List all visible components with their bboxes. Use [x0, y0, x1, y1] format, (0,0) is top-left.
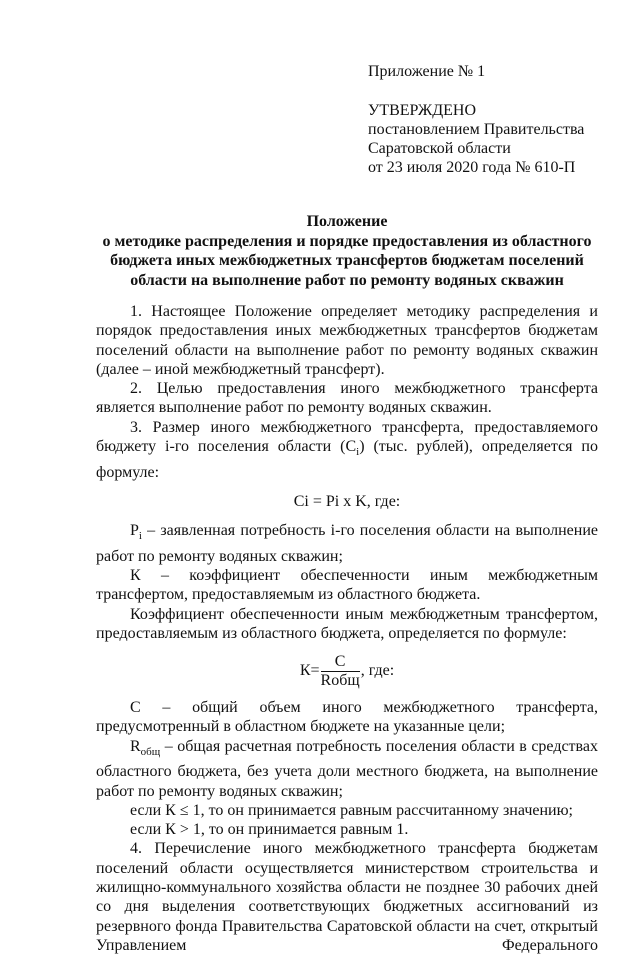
title-line-2: бюджета иных межбюджетных трансфертов бюджетам поселений [110, 252, 584, 269]
paragraph-4: 4. Перечисление иного межбюджетного трансферта бюджетам поселений области осуществляется министерством строительства и жилищно-коммунального хозяйства области не позднее 30 рабочих дней со дня выделения соответствующих бюджетных ассигнований из резервного фонда Правительства Саратовской области на счет, открытый Управлением Федерального [96, 840, 598, 954]
approval-line-2: Саратовской области [368, 140, 511, 157]
document-title [92, 212, 602, 290]
title-heading: Положение [306, 213, 388, 230]
definition-pi: $P_i$ – заявленная потребность i-го поселения области на выполнение работ по ремонту водяных скважин; [96, 522, 598, 565]
approval-line-1: постановлением Правительства [368, 121, 585, 138]
definition-r: $R_{общ}$ – общая расчетная потребность поселения области в средствах областного бюджета, без учета доли местного бюджета, на выполнение работ по ремонту водяных скважин; [96, 737, 598, 800]
formula-k: К= $\frac{С}{\text{Rобщ}}$ , где: [299, 653, 395, 690]
paragraph-2: 2. Целью предоставления иного межбюджетного трансферта является выполнение работ по ремонту водяных скважин. [96, 380, 598, 417]
condition-1: если К ≤ 1, то он принимается равным рассчитанному значению; [130, 801, 573, 819]
definition-c: С – общий объем иного межбюджетного трансферта, предусмотренный в областном бюджете на указанные цели; [96, 699, 598, 736]
fraction: $\frac{С}{\text{Rобщ}}$ [320, 653, 360, 690]
definition-k: К – коэффициент обеспеченности иным межбюджетным трансфертом, предоставляемым из областного бюджета. [96, 566, 598, 604]
appendix-label: Приложение № 1 [368, 63, 486, 80]
paragraph-1: 1. Настоящее Положение определяет методику распределения и порядок предоставления иных межбюджетных трансфертов бюджетам поселений области на выполнение работ по ремонту водяных скважин (далее – иной межбюджетный трансферт). [96, 303, 598, 378]
title-line-3: области на выполнение работ по ремонту водяных скважин [130, 271, 564, 289]
formula-ci: Ci = Pi x K, где: [293, 492, 401, 510]
approved-label: УТВЕРЖДЕНО [368, 102, 477, 119]
paragraph-3: 3. Размер иного межбюджетного трансферта, предоставляемого бюджету i-го поселения области $(C_i)$ (тыс. рублей), определяется по формуле: [96, 418, 598, 481]
approval-line-3: от 23 июля 2020 года № 610-П [368, 159, 576, 176]
k-formula-intro: Коэффициент обеспеченности иным межбюджетным трансфертом, предоставляемым из областного бюджета, определяется по формуле: [96, 605, 598, 642]
title-line-1: о методике распределения и порядке предоставления из областного [102, 232, 592, 250]
document-body [96, 302, 598, 955]
condition-2: если К > 1, то он принимается равным 1. [130, 821, 409, 839]
approval-stamp [368, 62, 584, 177]
